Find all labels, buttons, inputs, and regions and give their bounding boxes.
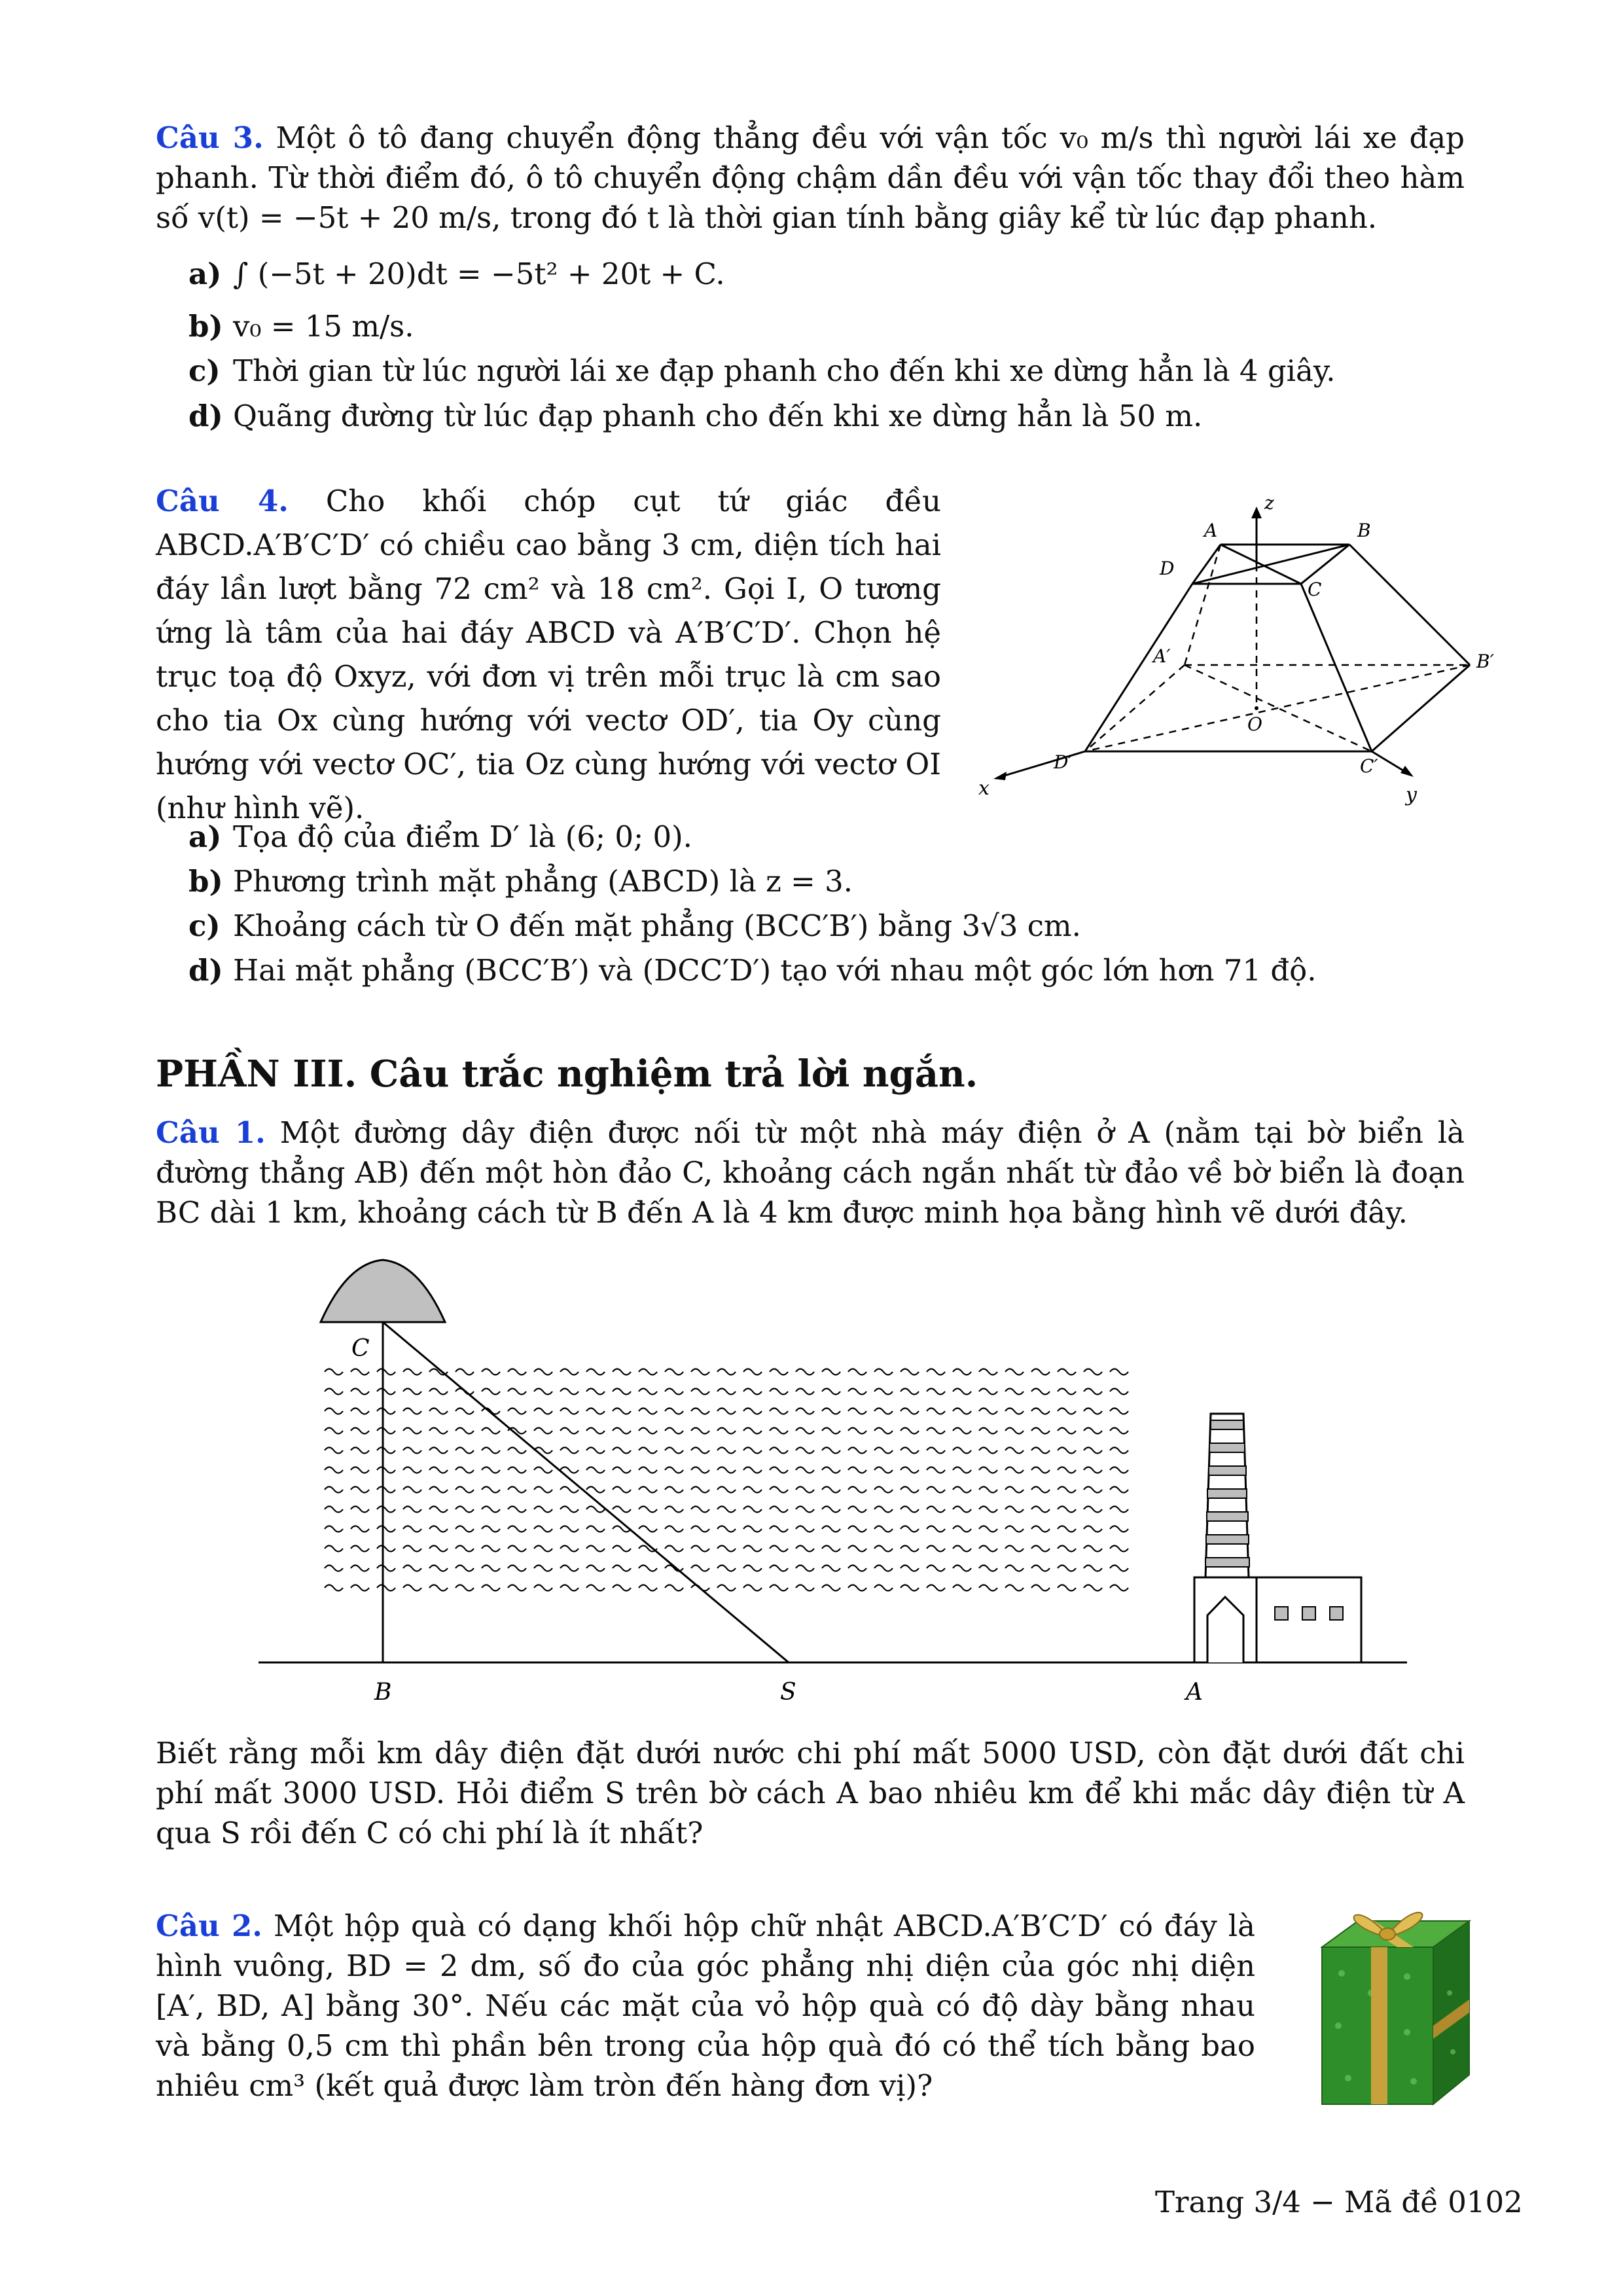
island [321,1260,445,1322]
factory-windows [1275,1607,1343,1620]
q1-stem-block [156,1113,1465,1232]
label-S: S [780,1679,796,1706]
q3-option-a-text: ∫ (−5t + 20)dt = −5t² + 20t + C. [233,257,725,291]
label-B1: B′ [1476,651,1494,672]
label-C: C [1308,579,1322,600]
q3-stem: Một ô tô đang chuyển động thẳng đều với vận tốc v₀ m/s thì người lái xe đạp phanh. Từ thời điểm đó, ô tô chuyển động chậm dần đều với vận tốc thay đổi theo hàm số v(t) = −5t + 20 m/s, trong đó t là thời gian tính bằng giây kể từ lúc đạp phanh. [156,120,1465,235]
q3-option-b: b) v₀ = 15 m/s. [188,309,414,344]
powerline-figure [249,1244,1427,1706]
q4-option-b: b) Phương trình mặt phẳng (ABCD) là z = 3. [188,864,853,899]
q4-stem: Cho khối chóp cụt tứ giác đều ABCD.A′B′C′D′ có chiều cao bằng 3 cm, diện tích hai đáy lần lượt bằng 72 cm² và 18 cm². Gọi I, O tương ứng là tâm của hai đáy ABCD và A′B′C′D′. Chọn hệ trục toạ độ Oxyz, với đơn vị trên mỗi trục là cm sao cho tia Ox cùng hướng với vectơ OD′, tia Oy cùng hướng với vectơ OC′, tia Oz cùng hướng với vectơ OI (như hình vẽ). [156,484,942,825]
label-D: D [1160,558,1175,579]
label-x: x [978,777,990,800]
q4-stem-block [156,479,941,830]
label-D1: D′ [1054,751,1073,773]
y-arrowhead [1400,766,1414,777]
q2-label: Câu 2. [156,1909,262,1943]
gift-box-image [1309,1895,1479,2111]
q3-option-a: a) ∫ (−5t + 20)dt = −5t² + 20t + C. [188,257,725,291]
q4-option-d-text: Hai mặt phẳng (BCC′B′) và (DCC′D′) tạo với nhau một góc lớn hơn 71 độ. [233,953,1317,988]
edge-BB1 [1349,545,1470,665]
q3-option-d: d) Quãng đường từ lúc đạp phanh cho đến khi xe dừng hẳn là 50 m. [188,399,1203,433]
label-C1: C′ [1360,755,1378,777]
q3-stem-block [156,118,1465,238]
label-y: y [1406,783,1417,806]
page-footer: Trang 3/4 − Mã đề 0102 [1155,2185,1523,2219]
q4-option-c: c) Khoảng cách từ O đến mặt phẳng (BCC′B′) bằng 3√3 cm. [188,908,1081,943]
edge-CC1 [1301,584,1372,751]
q4-option-d: d) Hai mặt phẳng (BCC′B′) và (DCC′D′) tạo với nhau một góc lớn hơn 71 độ. [188,953,1317,988]
q4-option-c-text: Khoảng cách từ O đến mặt phẳng (BCC′B′) bằng 3√3 cm. [233,908,1081,943]
q1-question: Biết rằng mỗi km dây điện đặt dưới nước chi phí mất 5000 USD, còn đặt dưới đất chi phí mất 3000 USD. Hỏi điểm S trên bờ cách A bao nhiêu km để khi mắc dây điện từ A qua S rồi đến C có chi phí là ít nhất? [156,1736,1465,1850]
q4-option-a-text: Tọa độ của điểm D′ là (6; 0; 0). [233,819,692,854]
q3-option-b-text: v₀ = 15 m/s. [233,309,414,344]
edge-DD1 [1085,584,1192,751]
frustum-figure [969,478,1492,825]
q1-stem: Một đường dây điện được nối từ một nhà máy điện ở A (nằm tại bờ biển là đường thẳng AB) đến một hòn đảo C, khoảng cách ngắn nhất từ đảo về bờ biển là đoạn BC dài 1 km, khoảng cách từ B đến A là 4 km được minh họa bằng hình vẽ dưới đây. [156,1115,1465,1230]
q3-option-c: c) Thời gian từ lúc người lái xe đạp phanh cho đến khi xe dừng hẳn là 4 giây. [188,353,1336,388]
ribbon-vertical [1371,1947,1387,2104]
label-z: z [1264,492,1274,514]
q4-option-a: a) Tọa độ của điểm D′ là (6; 0; 0). [188,819,692,854]
diag-B1D1-hidden [1085,665,1470,751]
part3-heading: PHẦN III. Câu trắc nghiệm trả lời ngắn. [156,1052,978,1096]
edge-AA1-hidden [1185,545,1221,665]
q3-option-d-text: Quãng đường từ lúc đạp phanh cho đến khi xe dừng hẳn là 50 m. [233,399,1203,433]
bow-knot [1380,1928,1395,1940]
q4-option-b-text: Phương trình mặt phẳng (ABCD) là z = 3. [233,864,853,899]
edge-A1D1-hidden [1085,665,1185,751]
q3-label: Câu 3. [156,120,264,155]
q2-stem: Một hộp quà có dạng khối hộp chữ nhật ABCD.A′B′C′D′ có đáy là hình vuông, BD = 2 dm, số đo của góc phẳng nhị diện của góc nhị diện [A′, BD, A] bằng 30°. Nếu các mặt của vỏ hộp quà có độ dày bằng nhau và bằng 0,5 cm thì phần bên trong của hộp quà đó có thể tích bằng bao nhiêu cm³ (kết quả được làm tròn đến hàng đơn vị)? [156,1909,1255,2103]
x-arrowhead [993,772,1007,780]
q2-stem-block [156,1906,1255,2106]
label-A: A [1204,520,1218,541]
label-O: O [1247,713,1262,735]
q3-option-c-text: Thời gian từ lúc người lái xe đạp phanh cho đến khi xe dừng hẳn là 4 giây. [233,353,1336,388]
z-arrowhead [1251,507,1262,518]
label-B: B [374,1679,392,1706]
label-C: C [351,1335,370,1362]
label-A: A [1186,1679,1203,1706]
sea-area [321,1361,1132,1594]
edge-C1B1 [1372,665,1470,751]
q1-label: Câu 1. [156,1115,266,1150]
label-B: B [1357,520,1371,541]
label-A1: A′ [1153,645,1171,667]
q4-label: Câu 4. [156,484,289,518]
